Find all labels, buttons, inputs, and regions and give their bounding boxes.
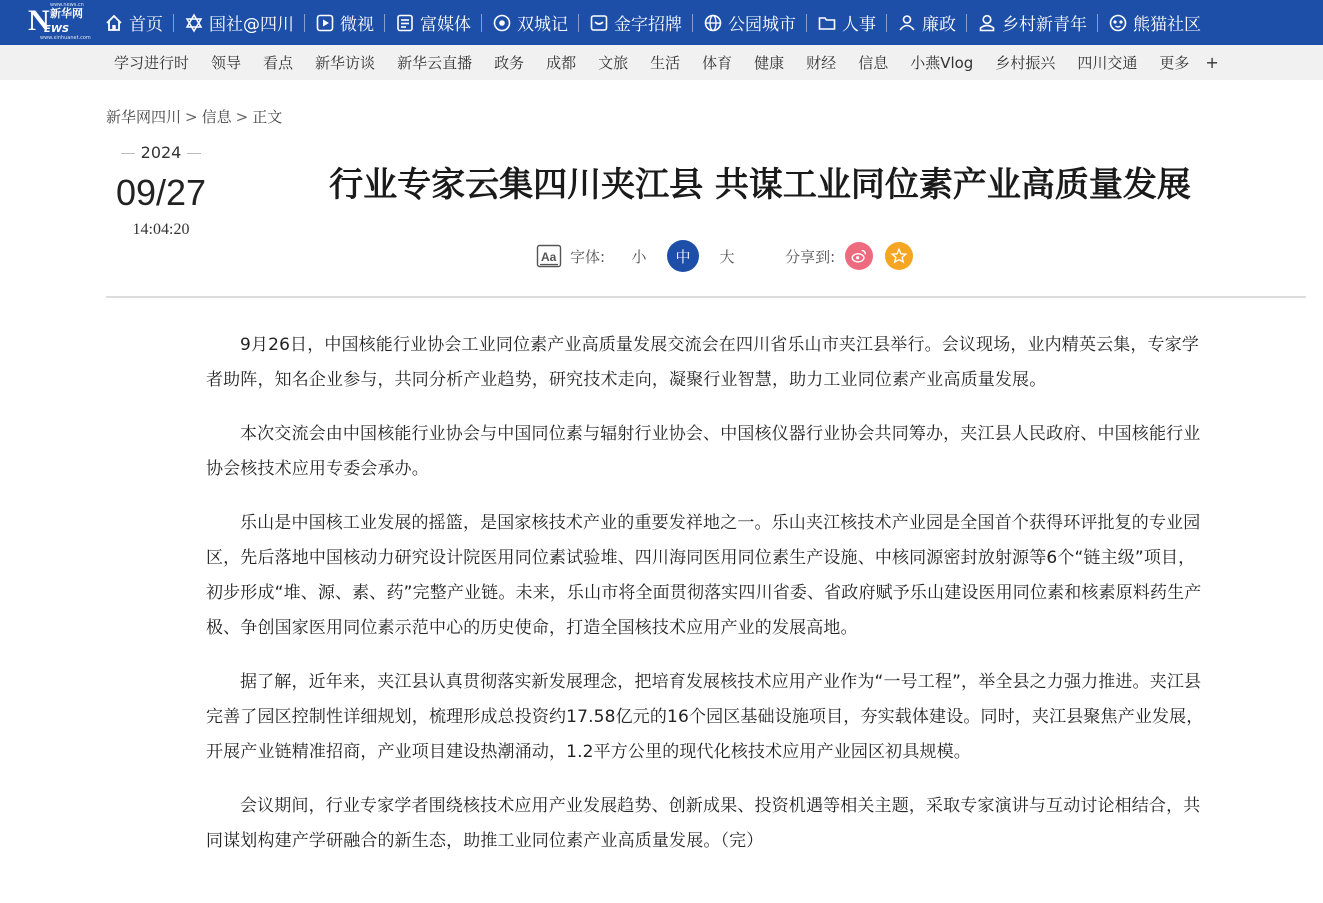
article-paragraph: 本次交流会由中国核能行业协会与中国同位素与辐射行业协会、中国核仪器行业协会共同筹办，夹江县人民政府、中国核能行业协会核技术应用专委会承办。 xyxy=(206,424,1201,479)
nav-item-label: 廉政 xyxy=(922,15,956,35)
subnav-item[interactable]: 财经 xyxy=(806,54,837,72)
xinhuanet-logo[interactable] xyxy=(28,4,90,42)
subnav-item[interactable]: 小燕Vlog xyxy=(910,54,974,72)
user-icon xyxy=(977,13,997,33)
logo-ews: EWS xyxy=(44,24,70,35)
home-icon xyxy=(104,13,124,33)
logo-url-top: www.news.cn xyxy=(50,2,84,8)
subnav-item[interactable]: 政务 xyxy=(494,54,525,72)
nav-item-label: 公园城市 xyxy=(728,15,796,35)
subnav-item[interactable]: 学习进行时 xyxy=(114,54,190,72)
nav-item-label: 金字招牌 xyxy=(614,15,682,35)
play-icon xyxy=(315,13,335,33)
subnav-item[interactable]: 生活 xyxy=(650,54,681,72)
main-nav xyxy=(104,0,1201,45)
subnav-item[interactable]: 四川交通 xyxy=(1077,54,1138,72)
article-toolbar xyxy=(536,240,925,272)
secondary-navigation-bar xyxy=(0,45,1323,80)
weibo-share-button[interactable] xyxy=(845,242,873,270)
article-paragraph: 9月26日，中国核能行业协会工业同位素产业高质量发展交流会在四川省乐山市夹江县举行。会议现场，业内精英云集，专家学者助阵，知名企业参与，共同分析产业趋势，研究技术走向，凝聚行业智慧，助力工业同位素产业高质量发展。 xyxy=(206,335,1199,390)
nav-divider xyxy=(806,14,807,32)
nav-item-rural-youth[interactable] xyxy=(977,0,1087,45)
breadcrumb-home[interactable]: 新华网四川 xyxy=(106,108,182,126)
star-of-david-icon xyxy=(184,13,204,33)
nav-item-label: 首页 xyxy=(129,15,163,35)
media-icon xyxy=(395,13,415,33)
subnav-item[interactable]: 领导 xyxy=(211,54,242,72)
publish-month-day: 09/27 xyxy=(115,172,207,213)
nav-divider xyxy=(304,14,305,32)
folder-icon xyxy=(817,13,837,33)
subnav-item[interactable]: 新华云直播 xyxy=(397,54,473,72)
nav-item-home[interactable] xyxy=(104,0,163,45)
subnav-item[interactable]: 体育 xyxy=(702,54,733,72)
article-headline: 行业专家云集四川夹江县 共谋工业同位素产业高质量发展 xyxy=(329,165,1191,205)
dash-decoration xyxy=(121,153,135,154)
publish-year xyxy=(106,143,216,162)
breadcrumb xyxy=(106,106,282,127)
nav-item-guoshe-sichuan[interactable] xyxy=(184,0,294,45)
font-size-small-button[interactable]: 小 xyxy=(631,247,647,266)
nav-divider xyxy=(1097,14,1098,32)
subnav-item[interactable]: 文旅 xyxy=(598,54,629,72)
location-icon xyxy=(492,13,512,33)
person-icon xyxy=(897,13,917,33)
globe-icon xyxy=(703,13,723,33)
subnav-item[interactable]: 乡村振兴 xyxy=(995,54,1056,72)
nav-divider xyxy=(578,14,579,32)
nav-item-personnel[interactable] xyxy=(817,0,876,45)
nav-item-shuangchengji[interactable] xyxy=(492,0,568,45)
nav-item-weishi[interactable] xyxy=(315,0,374,45)
year-text: 2024 xyxy=(140,143,182,162)
nav-item-label: 双城记 xyxy=(517,15,568,35)
breadcrumb-channel[interactable]: 信息 xyxy=(201,108,232,126)
logo-cn: 新华网 xyxy=(50,7,83,20)
header-divider xyxy=(106,296,1306,298)
nav-item-label: 微视 xyxy=(340,15,374,35)
share-label: 分享到: xyxy=(785,247,836,266)
logo-letter: N xyxy=(28,4,48,37)
shop-icon xyxy=(589,13,609,33)
subnav-item[interactable]: 看点 xyxy=(263,54,294,72)
subnav-item[interactable]: 健康 xyxy=(754,54,785,72)
nav-item-label: 熊猫社区 xyxy=(1133,15,1201,35)
nav-item-lianzheng[interactable] xyxy=(897,0,956,45)
nav-divider xyxy=(966,14,967,32)
nav-divider xyxy=(481,14,482,32)
logo-url-bottom: www.xinhuanet.com xyxy=(40,35,91,41)
nav-item-label: 富媒体 xyxy=(420,15,471,35)
article-body xyxy=(206,328,1206,878)
nav-divider xyxy=(886,14,887,32)
weibo-icon xyxy=(850,247,868,265)
top-navigation-bar xyxy=(0,0,1323,45)
panda-icon xyxy=(1108,13,1128,33)
article-paragraph: 据了解，近年来，夹江县认真贯彻落实新发展理念，把培育发展核技术应用产业作为“一号工程”，举全县之力强力推进。夹江县完善了园区控制性详细规划，梳理形成总投资约17.58亿元的16个园区基础设施项目，夯实载体建设。同时，夹江县聚焦产业发展，开展产业链精准招商，产业项目建设热潮涌动，1.2平方公里的现代化核技术应用产业园区初具规模。 xyxy=(206,672,1204,762)
nav-item-label: 人事 xyxy=(842,15,876,35)
plus-icon[interactable]: + xyxy=(1205,53,1219,72)
svg-text:Aa: Aa xyxy=(541,250,557,264)
font-label: 字体: xyxy=(570,247,606,266)
subnav-item[interactable]: 新华访谈 xyxy=(315,54,376,72)
subnav-item-more[interactable]: 更多 xyxy=(1159,54,1190,72)
channel-nav xyxy=(114,45,1219,80)
subnav-item[interactable]: 信息 xyxy=(858,54,889,72)
dash-decoration xyxy=(187,153,201,154)
nav-item-label: 国社@四川 xyxy=(209,15,294,35)
font-size-icon xyxy=(536,244,562,268)
favorite-share-button[interactable] xyxy=(885,242,913,270)
star-icon xyxy=(890,247,908,265)
nav-item-panda-community[interactable] xyxy=(1108,0,1201,45)
article-paragraph: 会议期间，行业专家学者围绕核技术应用产业发展趋势、创新成果、投资机遇等相关主题，采取专家演讲与互动讨论相结合，共同谋划构建产学研融合的新生态，助推工业同位素产业高质量发展。（完） xyxy=(206,796,1201,851)
nav-divider xyxy=(692,14,693,32)
nav-divider xyxy=(384,14,385,32)
breadcrumb-current: 正文 xyxy=(252,108,283,126)
nav-divider xyxy=(173,14,174,32)
subnav-item[interactable]: 成都 xyxy=(546,54,577,72)
nav-item-jinzi-zhaopai[interactable] xyxy=(589,0,682,45)
nav-item-rich-media[interactable] xyxy=(395,0,471,45)
font-size-large-button[interactable]: 大 xyxy=(719,247,735,266)
font-size-medium-button[interactable]: 中 xyxy=(667,240,699,272)
nav-item-label: 乡村新青年 xyxy=(1002,15,1087,35)
nav-item-park-city[interactable] xyxy=(703,0,796,45)
publish-time: 14:04:20 xyxy=(132,221,190,238)
breadcrumb-separator: > xyxy=(185,108,198,126)
breadcrumb-separator: > xyxy=(235,108,249,126)
article-paragraph: 乐山是中国核工业发展的摇篮，是国家核技术产业的重要发祥地之一。乐山夹江核技术产业园是全国首个获得环评批复的专业园区，先后落地中国核动力研究设计院医用同位素试验堆、四川海同医用同位素生产设施、中核同源密封放射源等6个“链主级”项目，初步形成“堆、源、素、药”完整产业链。未来，乐山市将全面贯彻落实四川省委、省政府赋予乐山建设医用同位素和核素原料药生产极、争创国家医用同位素示范中心的历史使命，打造全国核技术应用产业的发展高地。 xyxy=(206,513,1202,638)
